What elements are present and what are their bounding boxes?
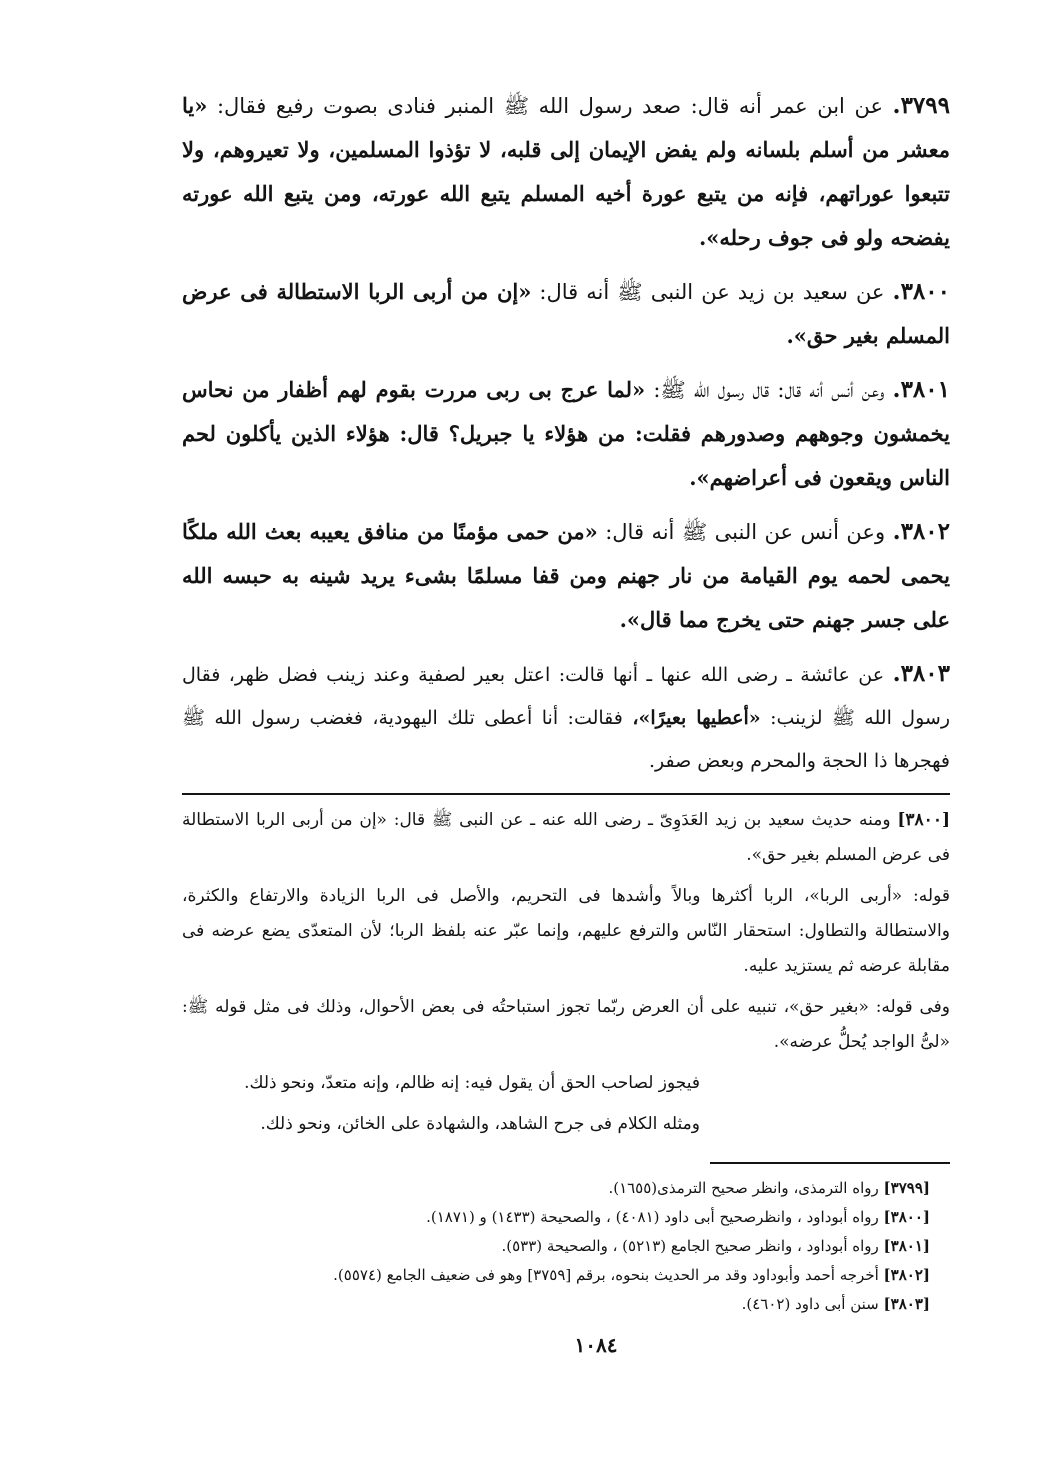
hadith-intro: عن عائشة ـ رضى الله عنها ـ أنها قالت: اعتل بعير لصفية وعند زينب فضل ظهر، فقال رسول الله ﷺ لزينب: — [182, 664, 951, 729]
commentary-paragraph: قوله: «أربى الربا»، الربا أكثرها وبالاً وأشدها فى التحريم، والأصل فى الربا الزيادة والارتفاع والكثرة، والاستطالة والتطاول: استحقار النّاس والترفع عليهم، وإنما عبّر عنه بلفظ الربا؛ لأن المتعدّى يضع عرضه فى مقابلة عرضه ثم يستزيد عليه. — [182, 886, 950, 976]
footnote-divider — [710, 1162, 950, 1164]
hadith-3800 — [182, 270, 950, 358]
hadith-3803 — [182, 652, 950, 783]
section-divider — [182, 793, 950, 795]
hadith-intro: وعن أنس أنه قال: قال رسول الله ﷺ: — [653, 378, 885, 402]
footnote-ref: [٣٧٩٩] — [883, 1179, 930, 1197]
hadith-quote: «أعطيها بعيرًا»، — [632, 707, 761, 729]
footnote-item — [742, 1290, 950, 1319]
hadith-number: ٣٨٠٣. — [892, 660, 950, 687]
commentary-paragraph: فيجوز لصاحب الحق أن يقول فيه: إنه ظالم، وإنه متعدّ، ونحو ذلك. — [244, 1073, 700, 1093]
footnote-ref: [٣٨٠٣] — [883, 1295, 930, 1313]
hadith-number: ٣٨٠١. — [892, 376, 950, 403]
page-number: ١٠٨٤ — [574, 1333, 618, 1357]
commentary-text: ومنه حديث سعيد بن زيد العَدَوِىّ ـ رضى الله عنه ـ عن النبى ﷺ قال: «إن من أربى الربا الاستطالة فى عرض المسلم بغير حق». — [182, 810, 950, 865]
footnote-item — [501, 1232, 950, 1261]
hadith-quote: «إن من أربى الربا الاستطالة فى عرض المسلم بغير حق». — [182, 279, 950, 348]
commentary-section — [182, 803, 950, 1142]
commentary-paragraph — [182, 803, 950, 873]
hadith-intro: وعن أنس عن النبى ﷺ أنه قال: — [605, 520, 886, 544]
footnote-ref: [٣٨٠١] — [883, 1237, 930, 1255]
commentary-ref: [٣٨٠٠] — [897, 810, 950, 830]
hadith-number: ٣٨٠٠. — [892, 278, 950, 305]
footnote-text: رواه أبوداود ، وانظرصحيح أبى داود (٤٠٨١) ، والصحيحة (١٤٣٣) و (١٨٧١). — [426, 1208, 879, 1226]
hadith-number: ٣٨٠٢. — [892, 518, 950, 545]
hadith-3799 — [182, 84, 950, 260]
hadith-intro: عن ابن عمر أنه قال: صعد رسول الله ﷺ المنبر فنادى بصوت رفيع فقال: — [216, 94, 883, 118]
footnote-item — [608, 1174, 950, 1203]
hadith-3801 — [182, 368, 950, 500]
commentary-paragraph: ومثله الكلام فى جرح الشاهد، والشهادة على الخائن، ونحو ذلك. — [260, 1114, 700, 1134]
footnotes — [182, 1148, 950, 1319]
footnote-text: رواه الترمذى، وانظر صحيح الترمذى(١٦٥٥). — [608, 1179, 879, 1197]
hadith-3802 — [182, 510, 950, 642]
hadith-outro: فقالت: أنا أعطى تلك اليهودية، فغضب رسول الله ﷺ فهجرها ذا الحجة والمحرم وبعض صفر. — [182, 707, 950, 772]
footnote-text: رواه أبوداود ، وانظر صحيح الجامع (٥٢١٣) ، والصحيحة (٥٣٣). — [501, 1237, 879, 1255]
footnote-item — [333, 1261, 950, 1290]
hadith-intro: عن سعيد بن زيد عن النبى ﷺ أنه قال: — [539, 280, 885, 304]
hadith-quote: «لما عرج بى ربى مررت بقوم لهم أظفار من نحاس يخمشون وجوههم وصدورهم فقلت: من هؤلاء يا جبريل؟ قال: هؤلاء الذين يأكلون لحم الناس ويقعون فى أعراضهم». — [182, 377, 950, 490]
footnote-ref: [٣٨٠٠] — [883, 1208, 930, 1226]
hadith-quote: «يا معشر من أسلم بلسانه ولم يفض الإيمان إلى قلبه، لا تؤذوا المسلمين، ولا تعيروهم، ولا تتبعوا عوراتهم، فإنه من يتبع عورة أخيه المسلم يتبع الله عورته، ومن يتبع الله عورته يفضحه ولو فى جوف رحله». — [182, 93, 950, 250]
footnote-text: أخرجه أحمد وأبوداود وقد مر الحديث بنحوه، برقم [٣٧٥٩] وهو فى ضعيف الجامع (٥٥٧٤). — [333, 1266, 879, 1284]
footnote-ref: [٣٨٠٢] — [883, 1266, 930, 1284]
hadith-quote: «من حمى مؤمنًا من منافق يعيبه بعث الله ملكًا يحمى لحمه يوم القيامة من نار جهنم ومن قفا مسلمًا بشىء يريد شينه به حبسه الله على جسر جهنم حتى يخرج مما قال». — [182, 519, 950, 632]
footnote-text: سنن أبى داود (٤٦٠٢). — [741, 1295, 879, 1313]
commentary-paragraph: وفى قوله: «بغير حق»، تنبيه على أن العرض ربّما تجوز استباحتُه فى بعض الأحوال، وذلك فى مثل قوله ﷺ: «لىُّ الواجد يُحلُّ عرضه». — [182, 997, 950, 1052]
footnote-item — [426, 1203, 950, 1232]
hadith-number: ٣٧٩٩. — [892, 92, 950, 119]
